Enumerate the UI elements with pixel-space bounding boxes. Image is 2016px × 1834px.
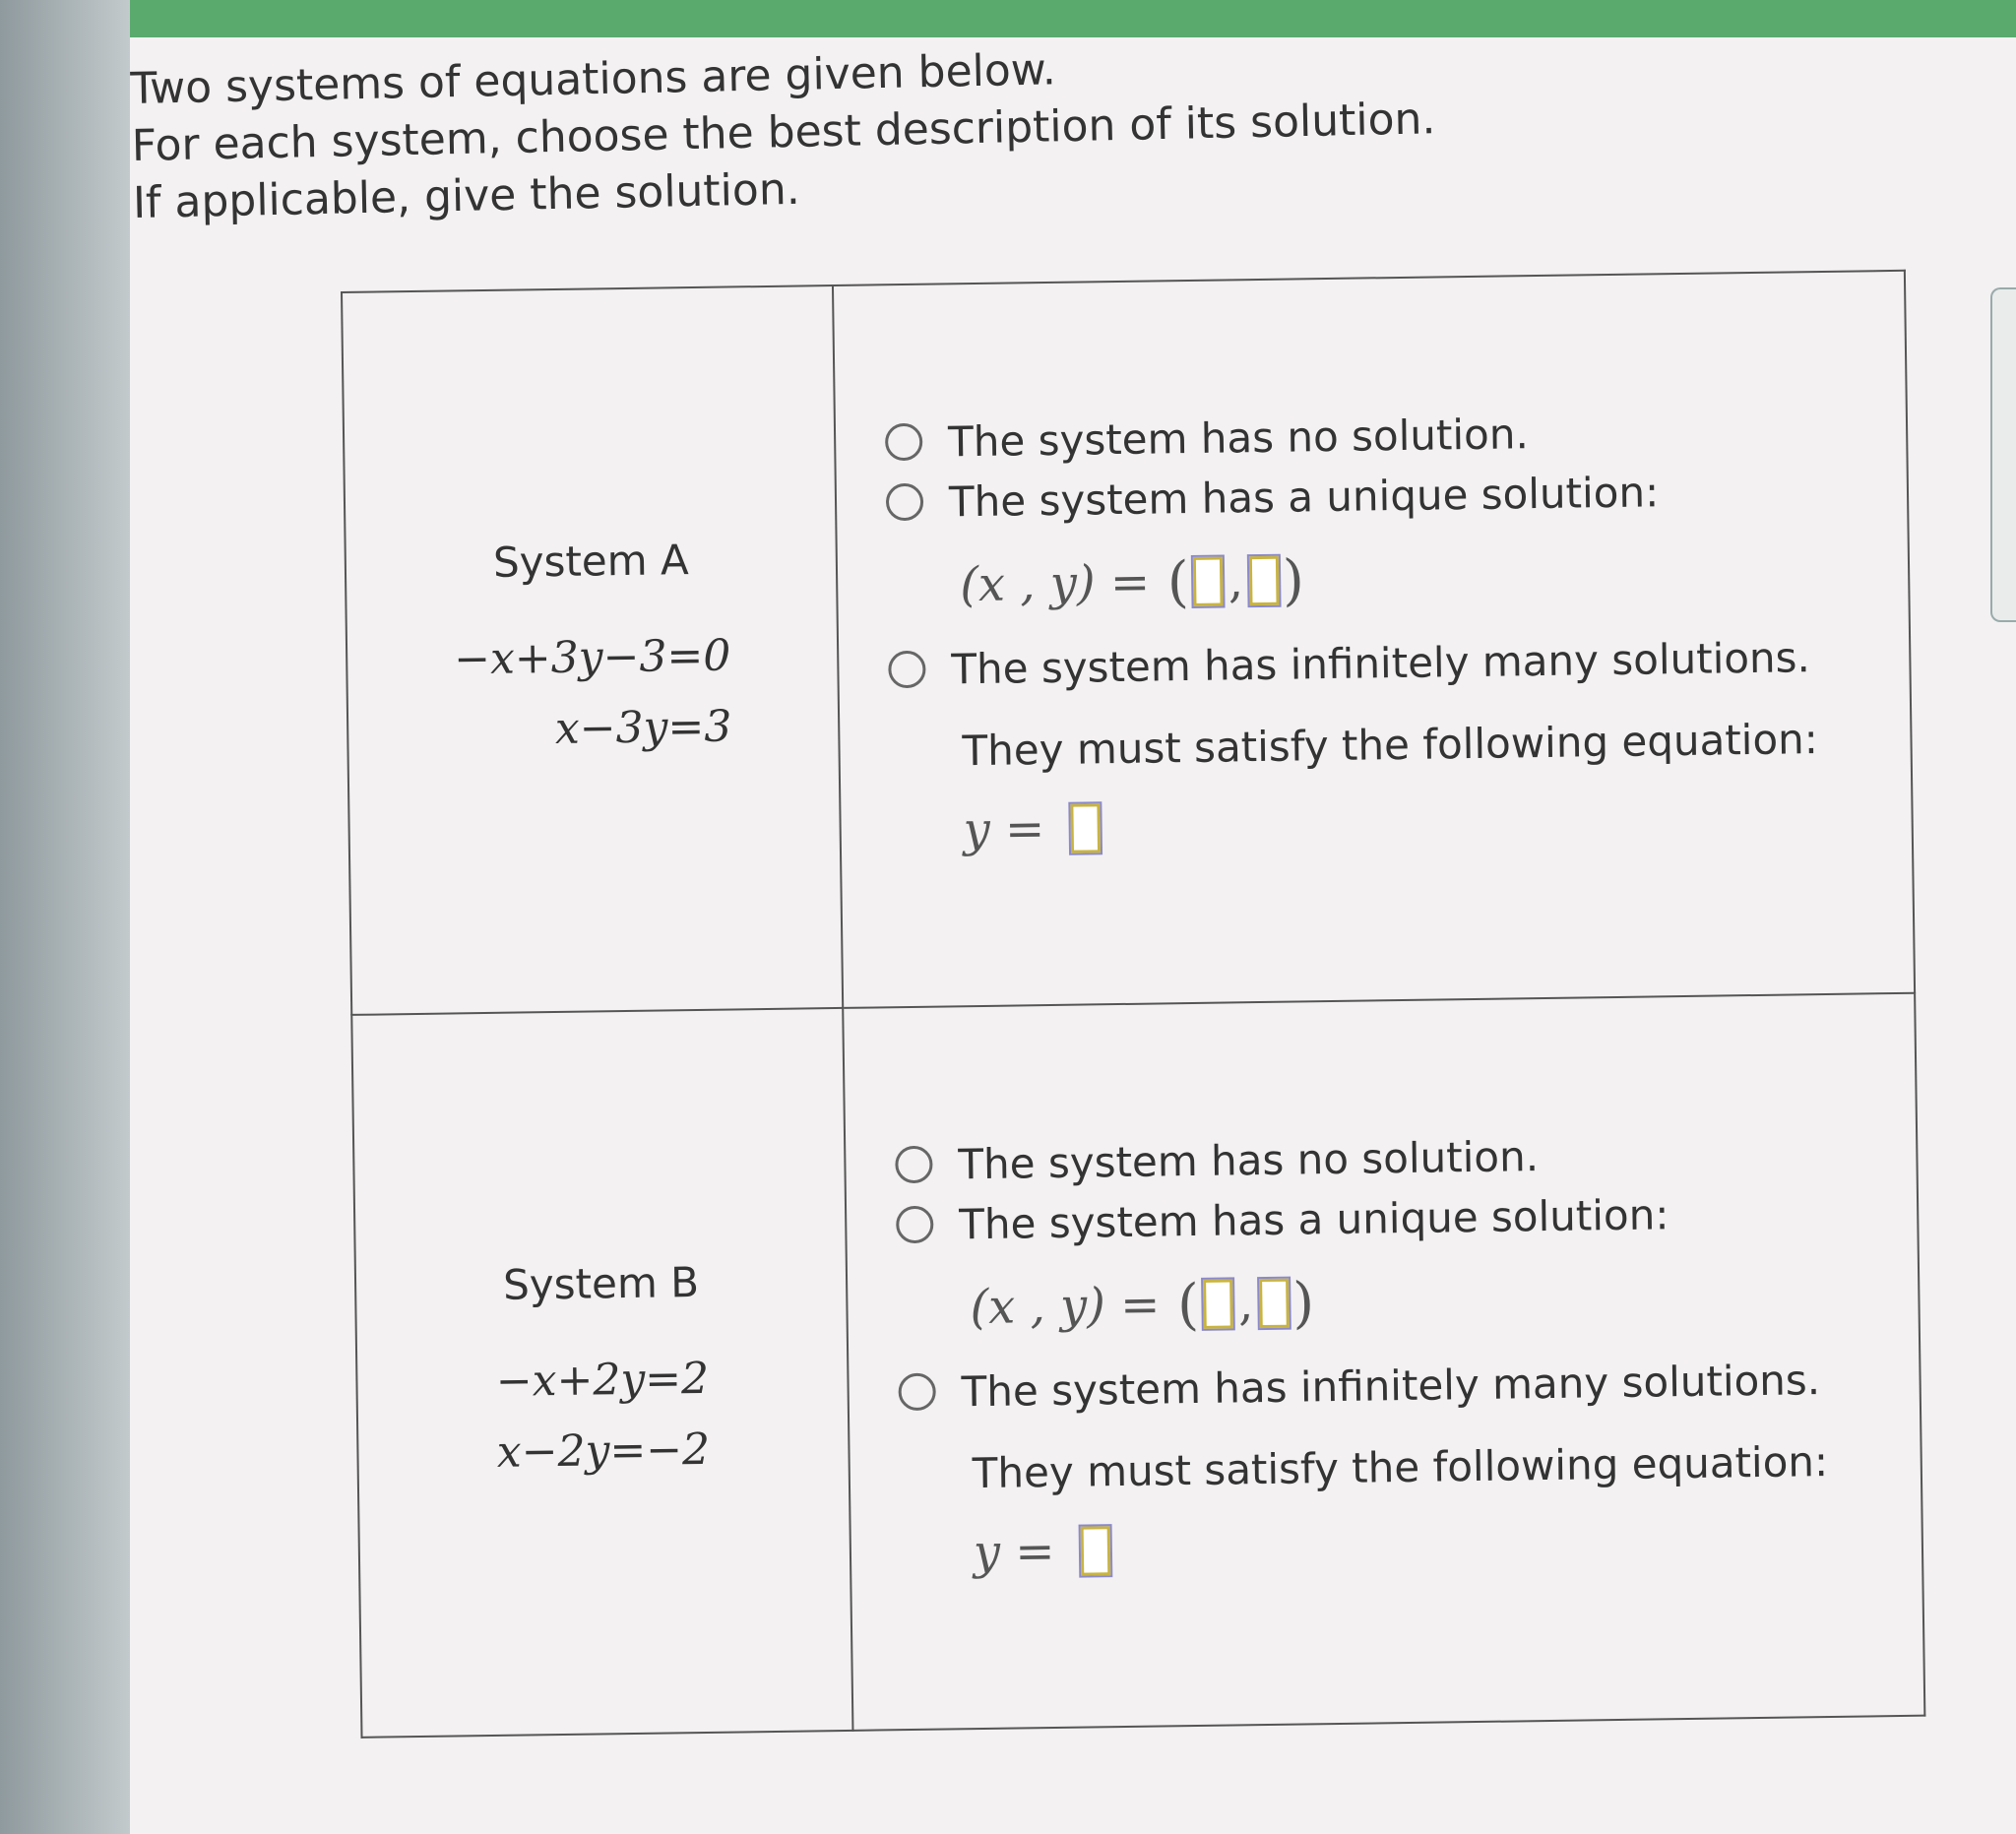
radio-button[interactable] xyxy=(896,1206,934,1244)
radio-button[interactable] xyxy=(898,1373,936,1412)
option-label: The system has infinitely many solutions. xyxy=(951,632,1811,693)
system-title: System B xyxy=(502,1257,700,1309)
option-infinite-solutions[interactable] xyxy=(898,1355,1884,1417)
option-infinite-solutions[interactable] xyxy=(888,632,1874,694)
y-equation-input[interactable] xyxy=(1080,1526,1110,1575)
radio-button[interactable] xyxy=(895,1146,933,1184)
system-b-cell xyxy=(351,1008,852,1738)
equation: x−2y=−2 xyxy=(496,1423,711,1478)
unique-solution-entry xyxy=(960,540,1873,617)
y-equation-input[interactable] xyxy=(1070,803,1101,853)
infinite-solution-entry xyxy=(963,790,1876,857)
instruction-line: If applicable, give the solution. xyxy=(132,163,801,228)
instruction-line: Two systems of equations are given below. xyxy=(130,44,1057,114)
option-unique-solution[interactable] xyxy=(896,1187,1882,1249)
math-lhs: y = xyxy=(963,800,1045,857)
open-paren-icon: ( xyxy=(1159,1272,1200,1337)
radio-button[interactable] xyxy=(886,483,924,522)
option-label: The system has a unique solution: xyxy=(958,1189,1670,1248)
comma-icon: , xyxy=(1237,1276,1254,1332)
unique-solution-entry xyxy=(970,1263,1883,1340)
system-a-options xyxy=(833,271,1915,1008)
x-answer-input[interactable] xyxy=(1203,1279,1233,1328)
math-lhs: (x , y) = xyxy=(959,554,1151,613)
equation: −x+3y−3=0 xyxy=(453,630,731,684)
option-no-solution[interactable] xyxy=(895,1127,1881,1189)
option-no-solution[interactable] xyxy=(885,405,1871,467)
equations xyxy=(495,1343,710,1487)
radio-button[interactable] xyxy=(888,651,926,689)
option-label: The system has no solution. xyxy=(958,1131,1540,1188)
option-unique-solution[interactable] xyxy=(886,465,1872,527)
system-row-a xyxy=(342,271,1915,1015)
instruction-line: For each system, choose the best description of its solution. xyxy=(131,94,1436,171)
system-b-options xyxy=(843,993,1924,1731)
close-paren-icon: ) xyxy=(1282,547,1305,613)
monitor-bezel xyxy=(0,0,130,1834)
comma-icon: , xyxy=(1228,553,1244,609)
option-label: The system has infinitely many solutions. xyxy=(961,1355,1821,1416)
system-row-b xyxy=(351,993,1924,1738)
y-answer-input[interactable] xyxy=(1259,1279,1290,1328)
open-paren-icon: ( xyxy=(1149,549,1190,615)
instructions xyxy=(130,31,1609,232)
x-answer-input[interactable] xyxy=(1192,557,1223,606)
y-answer-input[interactable] xyxy=(1249,556,1280,605)
close-paren-icon: ) xyxy=(1292,1270,1315,1336)
system-title: System A xyxy=(492,535,690,587)
math-lhs: (x , y) = xyxy=(970,1277,1161,1336)
equations xyxy=(454,620,732,766)
infinite-solution-entry xyxy=(974,1512,1887,1580)
infinite-note: They must satisfy the following equation: xyxy=(972,1436,1829,1497)
equation: −x+2y=2 xyxy=(495,1353,710,1407)
infinite-note: They must satisfy the following equation: xyxy=(962,714,1819,775)
radio-button[interactable] xyxy=(885,423,923,462)
option-label: The system has a unique solution: xyxy=(948,467,1660,526)
system-a-cell xyxy=(342,285,843,1015)
option-label: The system has no solution. xyxy=(947,409,1530,466)
systems-table xyxy=(341,270,1925,1739)
math-lhs: y = xyxy=(973,1523,1055,1580)
equation: x−3y=3 xyxy=(554,700,732,754)
top-bar xyxy=(130,0,2016,37)
side-tab[interactable] xyxy=(1990,287,2016,622)
